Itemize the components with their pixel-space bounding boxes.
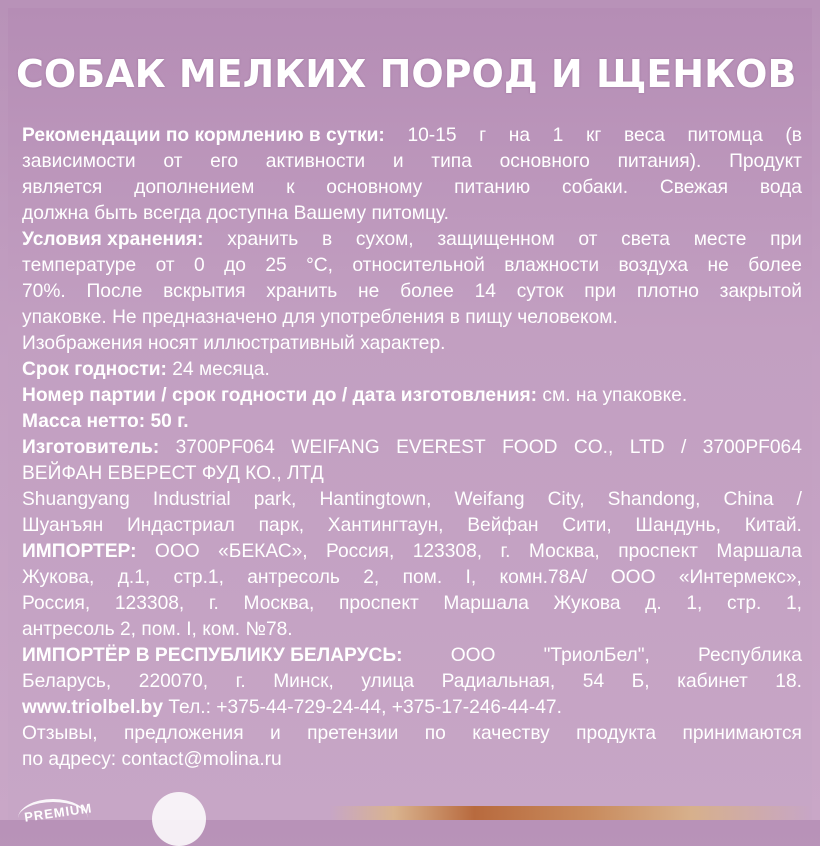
text-word: основному (326, 177, 423, 198)
text-word: не (707, 255, 729, 276)
text-word: стр.1, (173, 567, 224, 588)
text-word: принимаются (682, 723, 802, 744)
text-word: (в (785, 125, 802, 146)
text-word: хранить (266, 281, 338, 302)
bold-run: www.triolbel.by (22, 697, 164, 718)
text-word: при (770, 229, 802, 250)
text-word: 3700PF064 (702, 437, 802, 458)
text-word: кабинет (677, 671, 748, 692)
text-word: температуре (22, 255, 137, 276)
text-word: Минск, (273, 671, 334, 692)
text-word: 123308, (114, 593, 185, 614)
text-word: суток (516, 281, 564, 302)
text-word: 18. (775, 671, 802, 692)
text-word: Жукова, (22, 567, 95, 588)
text-word: Беларусь, (22, 671, 112, 692)
text-word: зависимости (22, 151, 136, 172)
text-word: Радиальная, (441, 671, 556, 692)
text-run: Тел.: +375-44-729-24-44, +375-17-246-44-47. (163, 697, 562, 718)
text-run: упаковке. Не предназначено для употребления в пищу человеком. (22, 307, 618, 328)
text-word: «БЕКАС», (218, 541, 308, 562)
text-word: 10-15 (407, 125, 457, 146)
text-line (22, 227, 802, 253)
text-run: должна быть всегда доступна Вашему питомцу. (22, 203, 449, 224)
text-word: ООО (154, 541, 200, 562)
text-word: д.1, (117, 567, 151, 588)
text-word: EVEREST (396, 437, 486, 458)
text-word: качеству (472, 723, 550, 744)
text-word: Маршала (716, 541, 802, 562)
text-line (22, 747, 802, 773)
text-word: активности (265, 151, 366, 172)
text-word: °С, (306, 255, 333, 276)
text-word: проспект (338, 593, 419, 614)
text-word: кг (585, 125, 602, 146)
text-run: Изображения носят иллюстративный характер. (22, 333, 446, 354)
text-word: 1 (552, 125, 564, 146)
text-word: по (424, 723, 446, 744)
text-word: от (578, 229, 598, 250)
text-word: г (479, 125, 487, 146)
text-word: при (584, 281, 617, 302)
text-word: продукта (576, 723, 657, 744)
text-line (22, 721, 802, 747)
text-word: Индастриал (126, 515, 235, 536)
text-word: WEIFANG (291, 437, 380, 458)
bold-run: ИМПОРТЕР: (22, 541, 137, 562)
text-word: относительной (352, 255, 485, 276)
text-word: Москва, (528, 541, 600, 562)
text-word: месте (693, 229, 747, 250)
bold-run: Условия хранения: (22, 229, 204, 250)
text-line (22, 331, 802, 357)
text-line (22, 591, 802, 617)
text-word: хранить (227, 229, 299, 250)
text-word: г. (500, 541, 511, 562)
text-word: вскрытия (163, 281, 246, 302)
text-word: "ТриолБел", (543, 645, 650, 666)
text-word: После (86, 281, 143, 302)
text-word: основного (499, 151, 590, 172)
text-word: питания). (617, 151, 702, 172)
text-word: комн.78А/ (499, 567, 588, 588)
bold-run: Рекомендации по кормлению в сутки: (22, 125, 385, 146)
text-line (22, 201, 802, 227)
text-word: является (22, 177, 103, 198)
text-word: от (163, 151, 183, 172)
text-line (22, 123, 802, 149)
text-line (22, 513, 802, 539)
text-word: плотно (636, 281, 699, 302)
text-word: Сити, (562, 515, 612, 536)
text-word: Республика (698, 645, 802, 666)
text-word: более (400, 281, 454, 302)
text-word: веса (624, 125, 665, 146)
text-word: City, (547, 489, 585, 510)
text-line (22, 487, 802, 513)
text-word: 2, (363, 567, 380, 588)
text-word: и (270, 723, 281, 744)
text-word: LTD (629, 437, 665, 458)
text-word: питанию (454, 177, 531, 198)
label-text-block (22, 123, 802, 773)
text-word: на (508, 125, 531, 146)
text-line (22, 539, 802, 565)
text-run: см. на упаковке. (537, 385, 688, 406)
text-word: г. (235, 671, 246, 692)
text-word: от (155, 255, 175, 276)
text-word: Hantingtown, (319, 489, 432, 510)
text-word: ООО (610, 567, 656, 588)
text-word: сухом, (355, 229, 414, 250)
text-line (22, 305, 802, 331)
text-word: в (321, 229, 333, 250)
text-word: света (621, 229, 670, 250)
text-line (22, 409, 802, 435)
text-word: Продукт (729, 151, 802, 172)
text-word: FOOD (502, 437, 558, 458)
bold-run: Номер партии / срок годности до / дата изготовления: (22, 385, 538, 406)
text-word: Б, (631, 671, 650, 692)
text-line (22, 643, 802, 669)
text-word: его (210, 151, 239, 172)
text-word: влажности (504, 255, 600, 276)
text-line (22, 253, 802, 279)
text-line (22, 669, 802, 695)
text-word: 1, (686, 593, 703, 614)
text-word: Shandong, (607, 489, 701, 510)
text-run: антресоль 2, пом. I, ком. №78. (22, 619, 293, 640)
text-line (22, 461, 802, 487)
text-word: 123308, (412, 541, 483, 562)
product-photo-strip (8, 806, 812, 820)
text-word: Китай. (744, 515, 802, 536)
text-word: 14 (474, 281, 496, 302)
text-word: CO., (573, 437, 614, 458)
premium-badge-text: PREMIUM (23, 800, 94, 825)
bold-run: Масса нетто: 50 г. (22, 411, 189, 432)
text-word: Свежая (659, 177, 729, 198)
text-run: 24 месяца. (166, 359, 270, 380)
text-word: Шандунь, (635, 515, 721, 536)
text-word: парк, (258, 515, 305, 536)
text-word: Weifang (454, 489, 525, 510)
text-line (22, 617, 802, 643)
bold-run: Срок годности: (22, 359, 167, 380)
text-line (22, 279, 802, 305)
text-word: пом. (402, 567, 443, 588)
text-word: проспект (618, 541, 698, 562)
text-word: стр. (726, 593, 762, 614)
text-line (22, 383, 802, 409)
text-run: по адресу: contact@molina.ru (22, 749, 282, 770)
text-word: Россия, (326, 541, 395, 562)
text-word: / (680, 437, 687, 458)
text-line (22, 149, 802, 175)
text-word: закрытой (719, 281, 802, 302)
text-line (22, 175, 802, 201)
text-word: улица (361, 671, 415, 692)
text-word: Industrial (152, 489, 231, 510)
text-word: 0 (194, 255, 205, 276)
text-word: Россия, (22, 593, 91, 614)
text-word: защищенном (437, 229, 555, 250)
text-word: «Интермекс», (678, 567, 802, 588)
product-headline: СОБАК МЕЛКИХ ПОРОД И ЩЕНКОВ (16, 52, 797, 96)
text-word: дополнением (134, 177, 255, 198)
text-word: и (392, 151, 404, 172)
text-word: Shuangyang (22, 489, 130, 510)
text-word: вода (759, 177, 802, 198)
text-word: park, (253, 489, 297, 510)
text-word: к (286, 177, 295, 198)
text-word: 54 (582, 671, 605, 692)
text-word: более (748, 255, 802, 276)
text-word: 1, (785, 593, 802, 614)
text-line (22, 357, 802, 383)
text-word: типа (431, 151, 472, 172)
text-word: воздуха (618, 255, 689, 276)
text-word: China (723, 489, 774, 510)
round-emblem (152, 792, 206, 846)
text-word: собаки. (561, 177, 629, 198)
text-word: / (796, 489, 802, 510)
text-word: Жукова (553, 593, 621, 614)
text-word: предложения (124, 723, 244, 744)
text-word: I, (465, 567, 477, 588)
text-word: 70%. (22, 281, 66, 302)
text-word: Отзывы, (22, 723, 98, 744)
text-word: до (224, 255, 246, 276)
text-word: претензии (307, 723, 399, 744)
text-word: Москва, (243, 593, 315, 614)
text-word: ООО (450, 645, 496, 666)
text-line (22, 565, 802, 591)
text-word: 3700PF064 (175, 437, 275, 458)
text-line (22, 695, 802, 721)
text-line (22, 435, 802, 461)
text-word: антресоль (247, 567, 340, 588)
text-word: Хантингтаун, (327, 515, 444, 536)
text-word: Вейфан (467, 515, 539, 536)
text-word: 25 (265, 255, 287, 276)
text-word: д. (645, 593, 662, 614)
text-word: Маршала (443, 593, 529, 614)
text-word: г. (208, 593, 219, 614)
text-word: 220070, (138, 671, 209, 692)
text-word: не (358, 281, 380, 302)
text-run: ВЕЙФАН ЕВЕРЕСТ ФУД КО., ЛТД (22, 463, 324, 484)
text-word: Шуанъян (22, 515, 104, 536)
bold-run: ИМПОРТЁР В РЕСПУБЛИКУ БЕЛАРУСЬ: (22, 645, 403, 666)
bold-run: Изготовитель: (22, 437, 160, 458)
text-word: питомца (687, 125, 763, 146)
